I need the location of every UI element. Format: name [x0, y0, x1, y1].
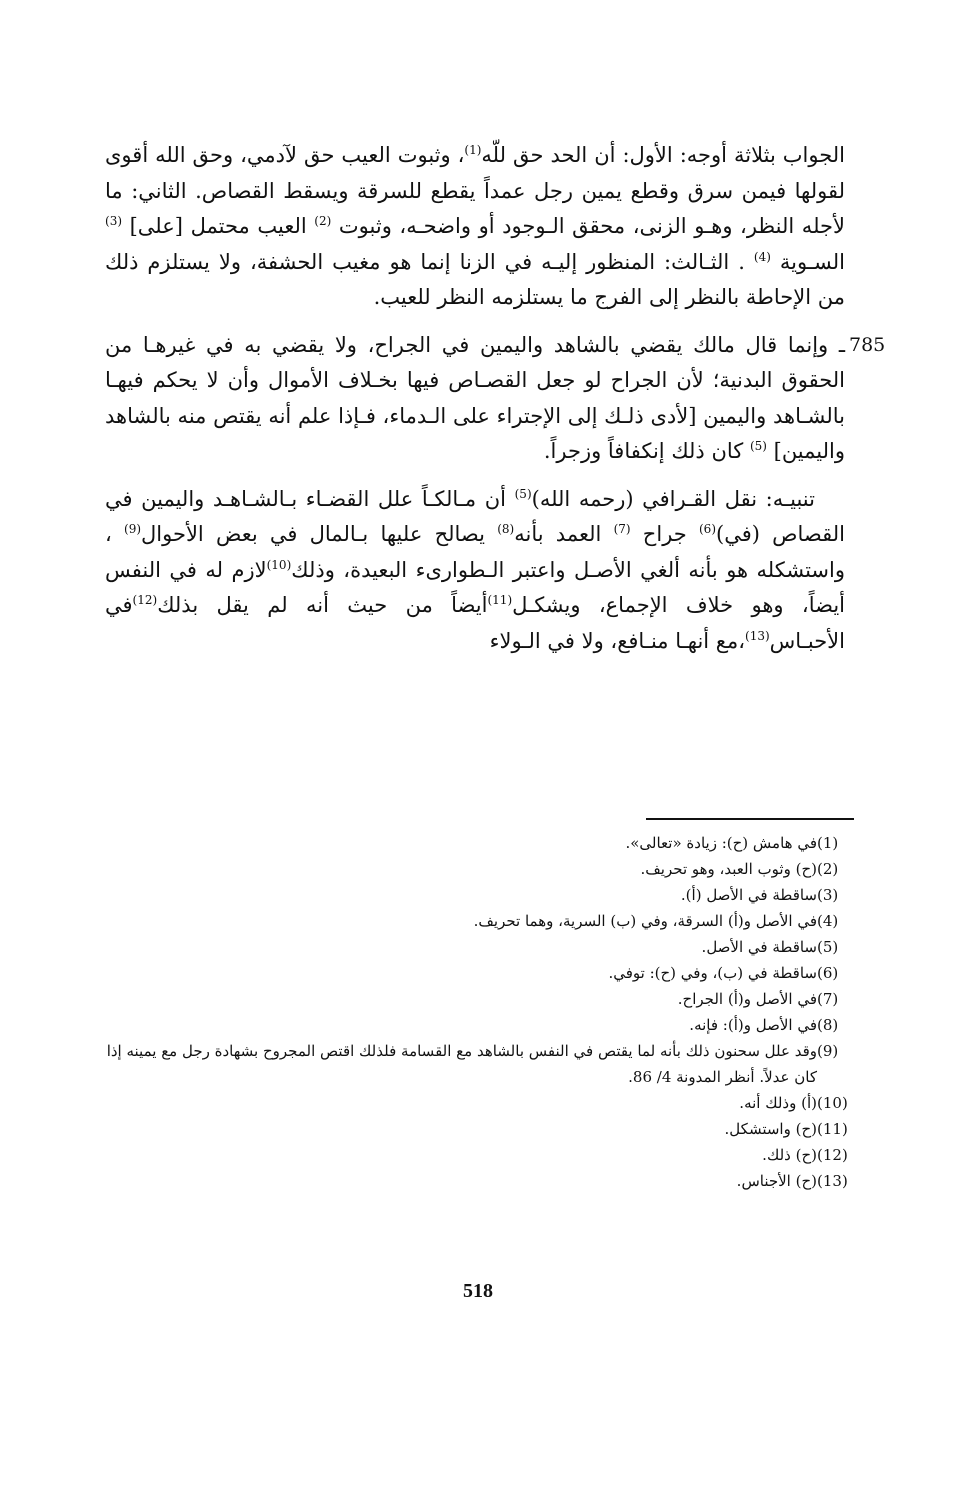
footnote-text: ساقطة في الأصل. — [701, 938, 817, 956]
footnote-ref: (3) — [105, 214, 123, 228]
footnote-number: (12) — [817, 1146, 848, 1164]
text-run: السـوية — [770, 249, 845, 274]
footnote-text: (ح) ذلك. — [762, 1146, 817, 1164]
text-run: تنبيـه: نقل القـرافي (رحمه الله) — [531, 486, 815, 511]
footnote-ref: (10) — [266, 557, 292, 572]
footnote-text: (أ) وذلك أنه. — [739, 1094, 817, 1112]
text-run: جراح — [630, 522, 699, 546]
footnote — [105, 1116, 855, 1142]
text-run: لازم له في النفس أيضاً، وهو خلاف الإجماع، ويشكـل — [105, 557, 846, 617]
text-run: ـ وإنما قال مالك يقضي بالشاهد واليمين في الجراح، ولا يقضي به في غيرهـا من الحقوق البدنية؛ لأن الجراح لو جعل القصـاص فيها بخـلاف الأموال وأن لا يحكم فيهـا بالشـاهد واليمين [لأدى ذلـك إلى الإجتراء على الـدماء، فـإذا علم أنه يقتص منه بالشاهد واليمين] — [105, 332, 845, 463]
text-run: ، وثبوت العيب حق لآدمي، وحق الله أقوى لقولها فيمن سرق وقطع يمين رجل عمداً يقطع للسرقة ويسقط القصاص. الثاني: ما لأجله النظر، وهـو الزنى، محقق الـوجود أو واضحـه، وثبوت — [105, 143, 845, 238]
footnote-number: (13) — [817, 1172, 848, 1190]
footnote — [105, 986, 855, 1012]
paragraph-note — [105, 482, 845, 660]
footnote-text: (ح) وثوب العبد، وهو تحريف. — [640, 860, 817, 878]
footnote-number: (9) — [817, 1042, 839, 1060]
text-run: الجواب بثلاثة أوجه: الأول: أن الحد حق للّه — [481, 143, 845, 167]
footnote — [105, 1168, 855, 1194]
footnote-number: (11) — [817, 1120, 848, 1138]
footnote-number: (3) — [817, 886, 839, 904]
footnote-number: (4) — [817, 912, 839, 930]
footnote-text: ساقطة في الأصل (أ). — [680, 886, 817, 904]
footnote-text: في الأصل و(أ) الجراح. — [677, 990, 817, 1008]
footnote-text: وقد علل سحنون ذلك بأنه لما يقتص في النفس بالشاهد مع القسامة فلذلك اقتص المجروح بشهادة رجل مع يمينه إذا كان عدلاً. أنظر المدونة 4/ 86. — [106, 1042, 817, 1086]
footnote — [105, 1038, 855, 1090]
footnote — [105, 856, 855, 882]
footnote-ref: (1) — [464, 143, 482, 157]
text-run: العيب محتمل [على] — [122, 214, 315, 238]
text-run: ،مع أنهـا منـافع، ولا في الـولاء — [489, 628, 746, 653]
footnote-number: (8) — [817, 1016, 839, 1034]
footnote-number: (6) — [817, 964, 839, 982]
text-run: في الأحبـاس — [105, 593, 845, 653]
footnote-ref: (5) — [749, 439, 767, 453]
footnote-number: (1) — [817, 834, 839, 852]
page-number: 518 — [463, 1280, 493, 1302]
footnote — [105, 1090, 855, 1116]
paragraph-785 — [105, 328, 886, 470]
footnote-ref: (12) — [132, 593, 158, 607]
footnote-ref: (7) — [613, 522, 631, 536]
text-run: العمد بأنه — [514, 522, 614, 546]
footnote — [105, 882, 855, 908]
footnote-ref: (13) — [745, 628, 770, 643]
paragraph-number: 785 — [849, 333, 886, 356]
text-run: ، واستشكله هو بأنه ألغي الأصـل واعتبر الـطوارىء البعيدة، وذلك — [105, 522, 846, 582]
footnote-ref: (6) — [698, 522, 716, 536]
footnote — [105, 934, 855, 960]
text-run: كان ذلك إنكفافاً وزجراً. — [543, 439, 750, 463]
footnote-text: (ح) الأجناس. — [736, 1172, 817, 1190]
footnote — [105, 1012, 855, 1038]
footnote — [105, 908, 855, 934]
footnote-ref: (4) — [753, 249, 771, 264]
footnote-text: في الأصل و(أ) السرقة، وفي (ب) السرية، وهما تحريف. — [473, 912, 817, 930]
text-run: . الثـالث: المنظور إليـه في الزنا إنما هو مغيب الحشفة، ولا يستلزم ذلك من الإحاطة بالنظر إلى الفرج ما يستلزمه النظر للعيب. — [105, 249, 845, 309]
footnote-number: (5) — [817, 938, 839, 956]
footnote-ref: (5) — [514, 486, 532, 501]
text-run: يصالح عليها بـالمال في بعض الأحوال — [141, 522, 498, 546]
footnote-number: (2) — [817, 860, 839, 878]
footnote-text: ساقطة في (ب)، وفي (ح): توفي. — [608, 964, 817, 982]
footnote-ref: (2) — [314, 214, 332, 228]
footnote-number: (10) — [817, 1094, 848, 1112]
footnote — [105, 830, 855, 856]
footnote — [105, 960, 855, 986]
footnote-number: (7) — [817, 990, 839, 1008]
footnote-text: (ح) واستشكل. — [724, 1120, 817, 1138]
text-run: أيضاً من حيث أنه لم يقل بذلك — [157, 593, 488, 617]
footnote-ref: (11) — [487, 593, 513, 607]
footnote-ref: (9) — [124, 522, 142, 536]
footnote-ref: (8) — [497, 522, 515, 536]
footnote-divider — [646, 818, 854, 820]
footnote-text: في الأصل و(أ): فإنه. — [689, 1016, 817, 1034]
paragraph-answer — [105, 138, 845, 316]
footnote — [105, 1142, 855, 1168]
footnote-text: في هامش (ح): زيادة «تعالى». — [625, 834, 817, 852]
main-text — [105, 138, 886, 659]
footnotes — [105, 830, 855, 1194]
text-run: أن مـالكـاً علل القضـاء بـالشـاهـد واليمين في القصاص (في) — [105, 486, 846, 546]
